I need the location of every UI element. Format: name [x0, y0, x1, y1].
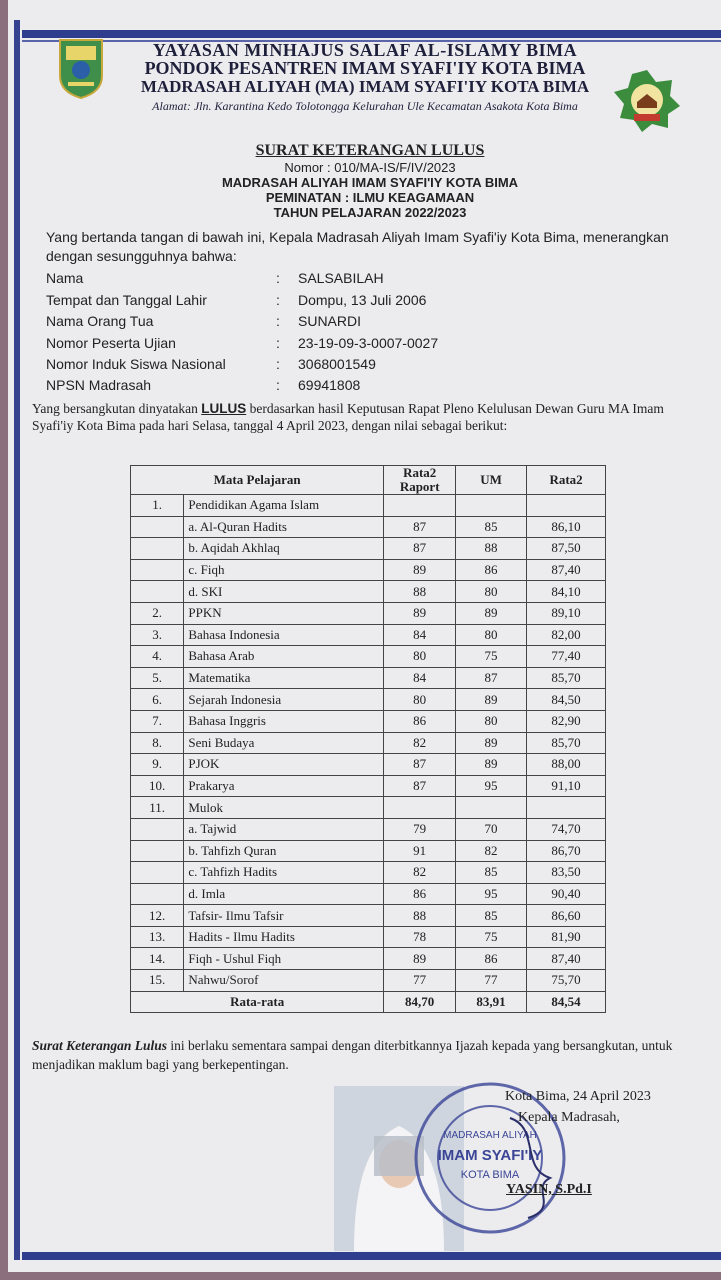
row-avg: 85,70: [527, 732, 606, 754]
major-line: PEMINATAN : ILMU KEAGAMAAN: [265, 190, 475, 205]
row-number: 7.: [131, 710, 184, 732]
row-um: [456, 797, 527, 819]
average-avg: 84,54: [527, 991, 606, 1013]
row-subject: Matematika: [184, 667, 384, 689]
table-row: [131, 754, 606, 776]
table-header-row: [131, 466, 606, 495]
row-um: 85: [456, 862, 527, 884]
row-raport: 84: [384, 624, 456, 646]
row-raport: [384, 797, 456, 819]
table-row: [131, 689, 606, 711]
identity-row: [46, 335, 666, 355]
table-row: [131, 624, 606, 646]
row-um: 86: [456, 948, 527, 970]
row-raport: 88: [384, 905, 456, 927]
table-row: [131, 646, 606, 668]
row-raport: 78: [384, 926, 456, 948]
identity-colon: :: [276, 377, 280, 393]
row-avg: 75,70: [527, 970, 606, 992]
row-um: 89: [456, 754, 527, 776]
identity-label: NPSN Madrasah: [46, 377, 152, 393]
row-raport: 91: [384, 840, 456, 862]
foundation-logo-icon: [56, 36, 106, 100]
table-row: [131, 732, 606, 754]
identity-colon: :: [276, 335, 280, 351]
row-avg: 87,40: [527, 559, 606, 581]
table-row: [131, 926, 606, 948]
row-number: 15.: [131, 970, 184, 992]
row-raport: 79: [384, 818, 456, 840]
row-number: 10.: [131, 775, 184, 797]
header-subject: Mata Pelajaran: [131, 466, 384, 495]
row-subject: Bahasa Inggris: [184, 710, 384, 732]
table-row: [131, 883, 606, 905]
row-um: 80: [456, 581, 527, 603]
row-avg: 86,70: [527, 840, 606, 862]
border-band-bottom: [22, 1252, 721, 1260]
row-um: 77: [456, 970, 527, 992]
identity-label: Nomor Peserta Ujian: [46, 335, 176, 351]
table-row: [131, 495, 606, 517]
row-raport: 82: [384, 862, 456, 884]
row-avg: 82,90: [527, 710, 606, 732]
row-number: [131, 883, 184, 905]
row-avg: 84,10: [527, 581, 606, 603]
signature-place-date: Kota Bima, 24 April 2023: [505, 1089, 651, 1104]
grades-table: [130, 465, 606, 1013]
table-row: [131, 948, 606, 970]
row-number: [131, 538, 184, 560]
border-band-left: [14, 20, 20, 1260]
row-um: 85: [456, 516, 527, 538]
border-band-top: [22, 30, 721, 38]
row-subject: Mulok: [184, 797, 384, 819]
row-subject: PJOK: [184, 754, 384, 776]
document-number: Nomor : 010/MA-IS/F/IV/2023: [284, 160, 456, 175]
school-name: MADRASAH ALIYAH IMAM SYAFI'IY KOTA BIMA: [221, 175, 519, 190]
identity-value: 69941808: [298, 377, 361, 393]
row-avg: 74,70: [527, 818, 606, 840]
row-raport: 86: [384, 883, 456, 905]
document-title: SURAT KETERANGAN LULUS: [255, 142, 485, 159]
row-avg: 89,10: [527, 602, 606, 624]
row-raport: 77: [384, 970, 456, 992]
identity-label: Nama: [46, 270, 84, 286]
row-um: 75: [456, 926, 527, 948]
row-um: 88: [456, 538, 527, 560]
row-raport: [384, 495, 456, 517]
table-row: [131, 559, 606, 581]
row-um: 89: [456, 602, 527, 624]
average-um: 83,91: [456, 991, 527, 1013]
identity-row: [46, 377, 666, 397]
header-raport: Rata2 Raport: [384, 466, 456, 495]
row-number: 6.: [131, 689, 184, 711]
row-um: 95: [456, 883, 527, 905]
row-subject: b. Tahfizh Quran: [184, 840, 384, 862]
row-subject: Seni Budaya: [184, 732, 384, 754]
identity-colon: :: [276, 292, 280, 308]
row-raport: 84: [384, 667, 456, 689]
row-um: [456, 495, 527, 517]
row-avg: [527, 797, 606, 819]
row-subject: Tafsir- Ilmu Tafsir: [184, 905, 384, 927]
row-subject: a. Tajwid: [184, 818, 384, 840]
row-um: 95: [456, 775, 527, 797]
row-number: [131, 581, 184, 603]
table-row: [131, 818, 606, 840]
row-avg: 87,40: [527, 948, 606, 970]
row-um: 87: [456, 667, 527, 689]
row-um: 82: [456, 840, 527, 862]
identity-value: 3068001549: [298, 356, 376, 372]
row-avg: 82,00: [527, 624, 606, 646]
row-number: 2.: [131, 602, 184, 624]
row-subject: b. Aqidah Akhlaq: [184, 538, 384, 560]
identity-label: Nomor Induk Siswa Nasional: [46, 356, 226, 372]
row-avg: 85,70: [527, 667, 606, 689]
table-row: [131, 602, 606, 624]
row-raport: 87: [384, 538, 456, 560]
row-avg: 81,90: [527, 926, 606, 948]
row-raport: 82: [384, 732, 456, 754]
row-subject: c. Fiqh: [184, 559, 384, 581]
row-subject: a. Al-Quran Hadits: [184, 516, 384, 538]
madrasah-logo-icon: [612, 68, 682, 134]
row-avg: 90,40: [527, 883, 606, 905]
row-avg: 84,50: [527, 689, 606, 711]
row-number: 9.: [131, 754, 184, 776]
svg-text:MADRASAH ALIYAH: MADRASAH ALIYAH: [443, 1130, 537, 1141]
row-number: [131, 818, 184, 840]
row-avg: [527, 495, 606, 517]
average-label: Rata-rata: [131, 991, 384, 1013]
row-raport: 80: [384, 689, 456, 711]
row-um: 70: [456, 818, 527, 840]
row-um: 89: [456, 732, 527, 754]
identity-row: [46, 356, 666, 376]
row-subject: PPKN: [184, 602, 384, 624]
row-raport: 80: [384, 646, 456, 668]
row-raport: 87: [384, 754, 456, 776]
row-raport: 86: [384, 710, 456, 732]
table-row: [131, 970, 606, 992]
row-raport: 89: [384, 602, 456, 624]
signature-name: YASIN, S.Pd.I: [506, 1182, 592, 1197]
row-number: 14.: [131, 948, 184, 970]
identity-label: Nama Orang Tua: [46, 313, 154, 329]
validity-note: Surat Keterangan Lulus ini berlaku sementara sampai dengan diterbitkannya Ijazah kepada yang bersangkutan, untuk menjadikan maklum bagi yang berkepentingan.: [32, 1038, 673, 1072]
row-subject: d. SKI: [184, 581, 384, 603]
header-um: UM: [456, 466, 527, 495]
table-row: [131, 840, 606, 862]
row-number: 1.: [131, 495, 184, 517]
row-number: 13.: [131, 926, 184, 948]
table-row: [131, 667, 606, 689]
header-address: Alamat: Jln. Karantina Kedo Tolotongga Kelurahan Ule Kecamatan Asakota Kota Bima: [152, 99, 578, 113]
row-subject: Prakarya: [184, 775, 384, 797]
row-um: 75: [456, 646, 527, 668]
graduation-statement: Yang bersangkutan dinyatakan LULUS berdasarkan hasil Keputusan Rapat Pleno Kelulusan Dewan Guru MA Imam Syafi'iy Kota Bima pada hari Selasa, tanggal 4 April 2023, dengan nilai sebagai berikut:: [32, 401, 664, 433]
row-number: [131, 559, 184, 581]
signature-role: Kepala Madrasah,: [518, 1110, 620, 1125]
row-subject: Bahasa Indonesia: [184, 624, 384, 646]
row-subject: Sejarah Indonesia: [184, 689, 384, 711]
svg-text:IMAM SYAFI'IY: IMAM SYAFI'IY: [437, 1147, 543, 1164]
identity-label: Tempat dan Tanggal Lahir: [46, 292, 207, 308]
identity-value: 23-19-09-3-0007-0027: [298, 335, 439, 351]
row-subject: Hadits - Ilmu Hadits: [184, 926, 384, 948]
row-avg: 87,50: [527, 538, 606, 560]
header-avg: Rata2: [527, 466, 606, 495]
row-subject: Pendidikan Agama Islam: [184, 495, 384, 517]
academic-year: TAHUN PELAJARAN 2022/2023: [273, 205, 467, 220]
row-number: 11.: [131, 797, 184, 819]
status-lulus: LULUS: [201, 401, 247, 416]
row-subject: d. Imla: [184, 883, 384, 905]
row-avg: 86,60: [527, 905, 606, 927]
table-row: [131, 516, 606, 538]
row-number: 8.: [131, 732, 184, 754]
row-number: [131, 862, 184, 884]
row-avg: 83,50: [527, 862, 606, 884]
header-foundation: YAYASAN MINHAJUS SALAF AL-ISLAMY BIMA: [152, 40, 578, 60]
identity-value: Dompu, 13 Juli 2006: [298, 292, 427, 308]
row-um: 80: [456, 624, 527, 646]
row-raport: 89: [384, 948, 456, 970]
table-row: [131, 775, 606, 797]
identity-value: SALSABILAH: [298, 270, 384, 286]
row-avg: 91,10: [527, 775, 606, 797]
identity-row: [46, 270, 666, 290]
row-number: 3.: [131, 624, 184, 646]
table-row: [131, 538, 606, 560]
row-avg: 86,10: [527, 516, 606, 538]
table-row: [131, 905, 606, 927]
row-avg: 88,00: [527, 754, 606, 776]
row-subject: Fiqh - Ushul Fiqh: [184, 948, 384, 970]
intro-paragraph: Yang bertanda tangan di bawah ini, Kepala Madrasah Aliyah Imam Syafi'iy Kota Bima, menerangkan dengan sesungguhnya bahwa:: [46, 229, 669, 264]
row-um: 89: [456, 689, 527, 711]
row-number: 12.: [131, 905, 184, 927]
table-row: [131, 797, 606, 819]
row-subject: c. Tahfizh Hadits: [184, 862, 384, 884]
row-number: [131, 516, 184, 538]
row-number: 4.: [131, 646, 184, 668]
row-avg: 77,40: [527, 646, 606, 668]
row-raport: 87: [384, 516, 456, 538]
row-um: 80: [456, 710, 527, 732]
table-row: [131, 581, 606, 603]
identity-value: SUNARDI: [298, 313, 362, 329]
identity-row: [46, 292, 666, 312]
table-row: [131, 710, 606, 732]
header-pesantren: PONDOK PESANTREN IMAM SYAFI'IY KOTA BIMA: [144, 58, 586, 78]
table-row: [131, 862, 606, 884]
row-subject: Bahasa Arab: [184, 646, 384, 668]
average-raport: 84,70: [384, 991, 456, 1013]
identity-row: [46, 313, 666, 333]
row-subject: Nahwu/Sorof: [184, 970, 384, 992]
row-raport: 89: [384, 559, 456, 581]
identity-colon: :: [276, 313, 280, 329]
identity-colon: :: [276, 270, 280, 286]
identity-colon: :: [276, 356, 280, 372]
row-raport: 87: [384, 775, 456, 797]
row-um: 85: [456, 905, 527, 927]
average-row: [131, 991, 606, 1013]
svg-text:KOTA BIMA: KOTA BIMA: [460, 1169, 520, 1181]
row-number: [131, 840, 184, 862]
row-number: 5.: [131, 667, 184, 689]
row-raport: 88: [384, 581, 456, 603]
row-um: 86: [456, 559, 527, 581]
header-madrasah: MADRASAH ALIYAH (MA) IMAM SYAFI'IY KOTA BIMA: [140, 77, 590, 96]
